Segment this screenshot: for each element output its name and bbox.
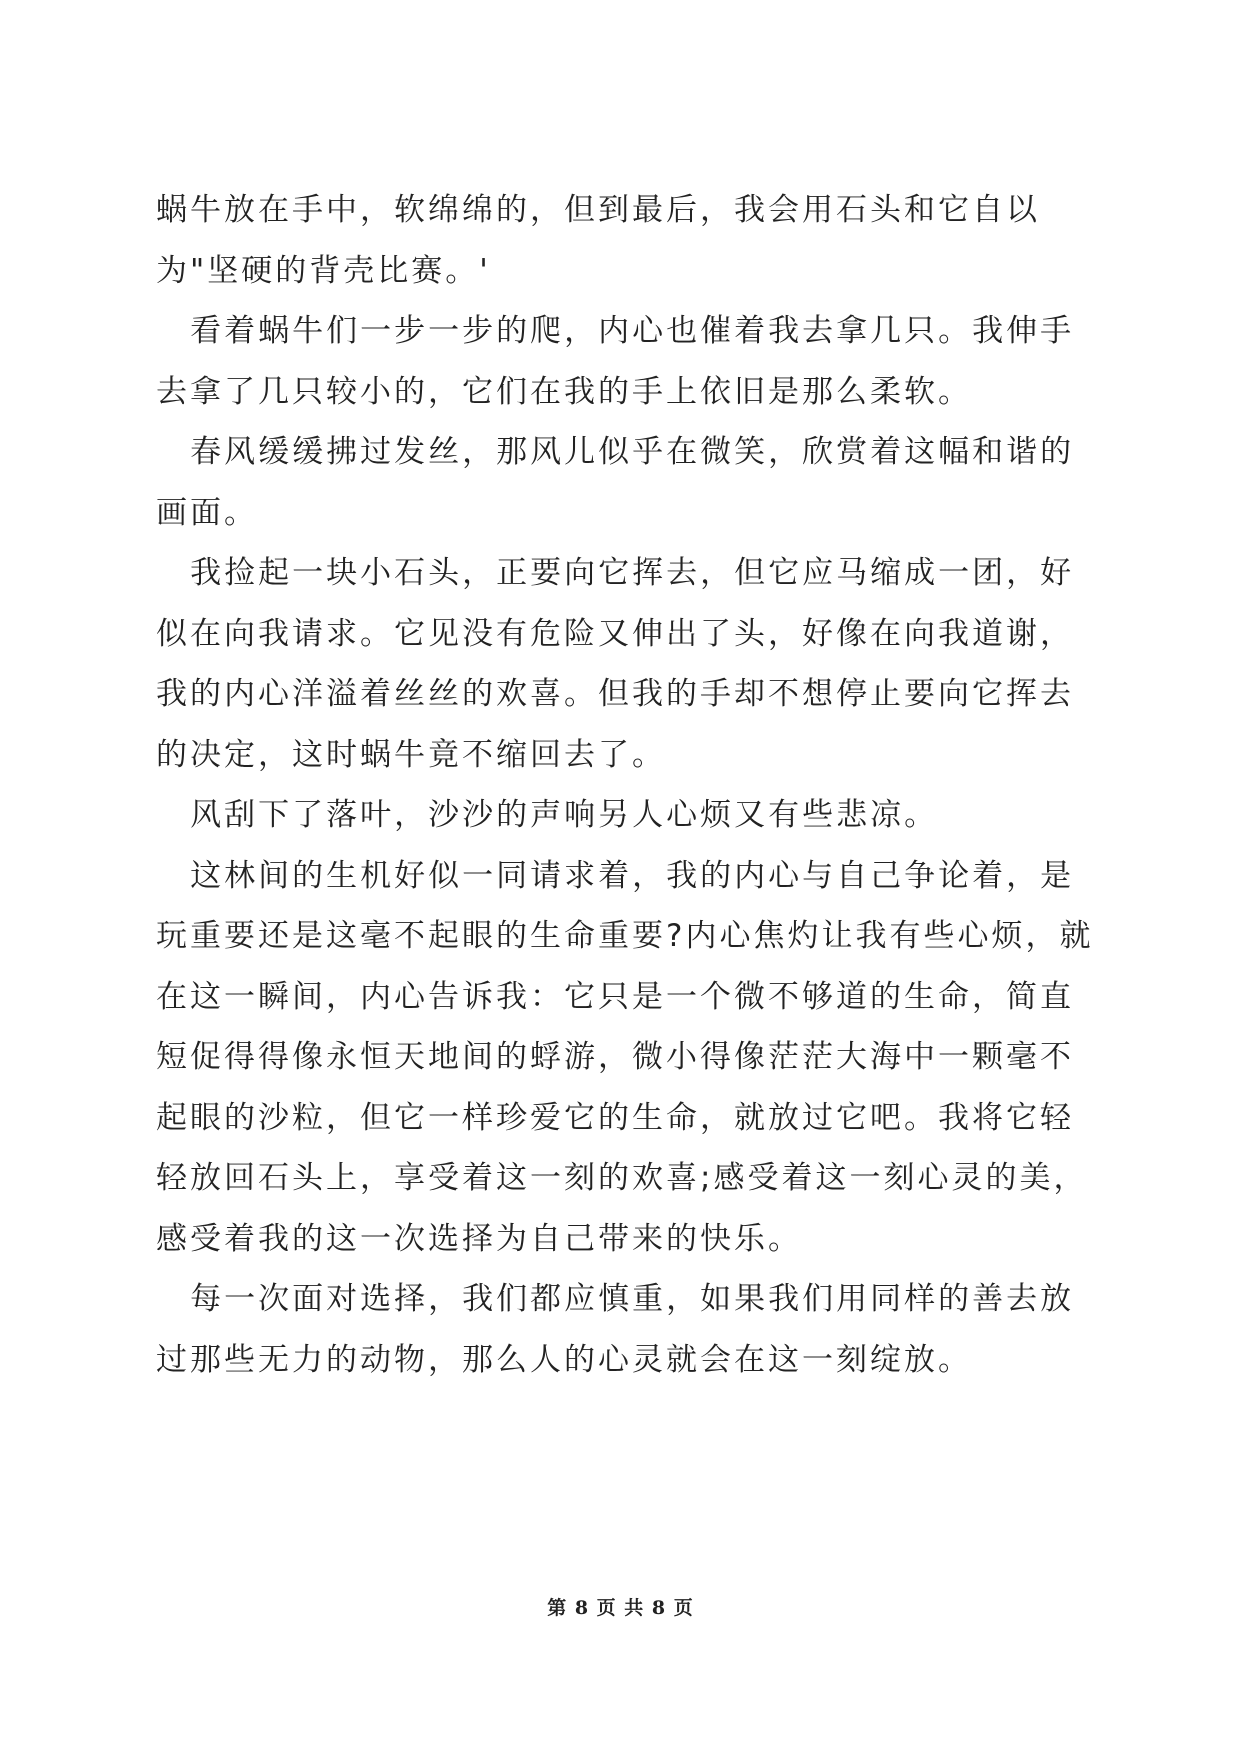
paragraph-5: 风刮下了落叶，沙沙的声响另人心烦又有些悲凉。 xyxy=(190,797,939,833)
paragraph-6: 这林间的生机好似一同请求着，我的内心与自己争论着，是玩重要还是这毫不起眼的生命重要?内心焦灼让我有些心烦，就在这一瞬间，内心告诉我：它只是一个微不够道的生命，简直短促得得像永恒天地间的蜉游，微小得像茫茫大海中一颗毫不起眼的沙粒，但它一样珍爱它的生命，就放过它吧。我将它轻轻放回石头上，享受着这一刻的欢喜;感受着这一刻心灵的美，感受着我的这一次选择为自己带来的快乐。 xyxy=(156,857,1094,1257)
paragraph-3: 春风缓缓拂过发丝，那风儿似乎在微笑，欣赏着这幅和谐的画面。 xyxy=(156,434,1075,531)
paragraph-4: 我捡起一块小石头，正要向它挥去，但它应马缩成一团，好似在向我请求。它见没有危险又伸出了头，好像在向我道谢，我的内心洋溢着丝丝的欢喜。但我的手却不想停止要向它挥去的决定，这时蜗牛竟不缩回去了。 xyxy=(156,555,1075,773)
page-footer: 第 8 页 共 8 页 xyxy=(547,1597,694,1619)
paragraph-7: 每一次面对选择，我们都应慎重，如果我们用同样的善去放过那些无力的动物，那么人的心灵就会在这一刻绽放。 xyxy=(156,1281,1075,1378)
body-text xyxy=(156,180,1096,1390)
paragraph-2: 看着蜗牛们一步一步的爬，内心也催着我去拿几只。我伸手去拿了几只较小的，它们在我的手上依旧是那么柔软。 xyxy=(156,313,1075,410)
paragraph-1: 蜗牛放在手中，软绵绵的，但到最后，我会用石头和它自以为"坚硬的背壳比赛。' xyxy=(156,192,1040,289)
